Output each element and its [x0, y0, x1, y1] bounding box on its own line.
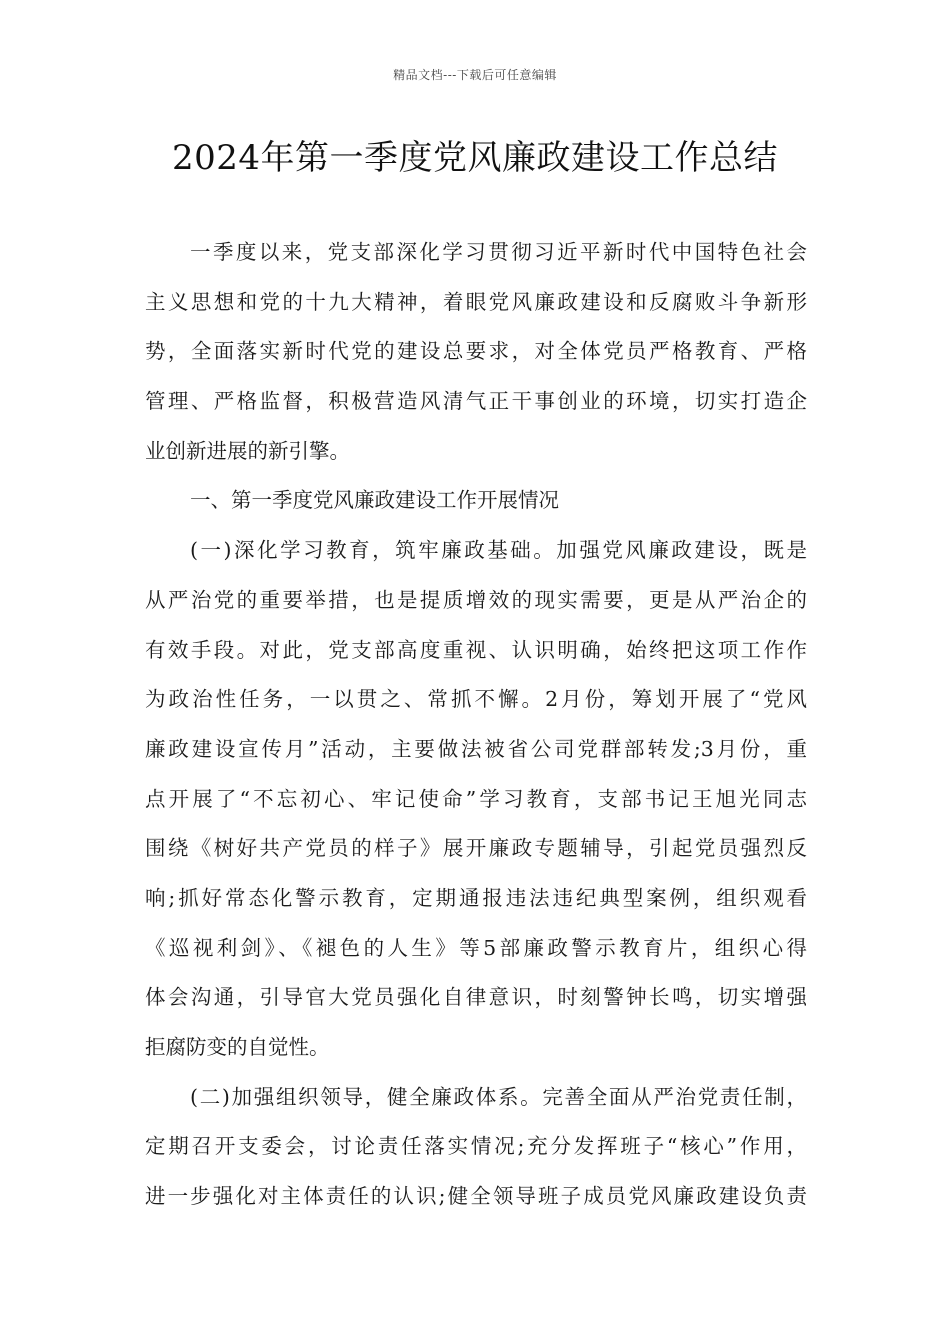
- paragraph-line: 业创新进展的新引擎。: [145, 438, 350, 463]
- document-title: 2024年第一季度党风廉政建设工作总结: [171, 138, 779, 178]
- paragraph-line: 体会沟通，引导官大党员强化自律意识，时刻警钟长鸣，切实增强: [145, 985, 807, 1010]
- paragraph-line: 一季度以来，党支部深化学习贯彻习近平新时代中国特色社会: [190, 240, 807, 264]
- paragraph-line: (二)加强组织领导，健全廉政体系。完善全面从严治党责任制，: [190, 1084, 807, 1109]
- paragraph-line: 廉政建设宣传月”活动，主要做法被省公司党群部转发;3月份，重: [145, 736, 807, 761]
- paragraph-line: 进一步强化对主体责任的认识;健全领导班子成员党风廉政建设负责: [145, 1184, 807, 1209]
- paragraph-line: 为政治性任务，一以贯之、常抓不懈。2月份，筹划开展了“党风: [145, 687, 807, 712]
- section-heading: 一、第一季度党风廉政建设工作开展情况: [190, 488, 559, 513]
- paragraph-line: 点开展了“不忘初心、牢记使命”学习教育，支部书记王旭光同志: [145, 786, 807, 811]
- page-header: 精品文档---下载后可任意编辑: [393, 68, 557, 82]
- paragraph-line: 从严治党的重要举措，也是提质增效的现实需要，更是从严治企的: [145, 587, 807, 612]
- paragraph-line: 响;抓好常态化警示教育，定期通报违法违纪典型案例，组织观看: [145, 885, 807, 910]
- paragraph-line: (一)深化学习教育，筑牢廉政基础。加强党风廉政建设，既是: [190, 538, 807, 563]
- paragraph-line: 拒腐防变的自觉性。: [145, 1035, 330, 1059]
- paragraph-line: 定期召开支委会，讨论责任落实情况;充分发挥班子“核心”作用，: [145, 1134, 807, 1159]
- paragraph-line: 围绕《树好共产党员的样子》展开廉政专题辅导，引起党员强烈反: [145, 836, 807, 861]
- paragraph-line: 《巡视利剑》、《褪色的人生》等5部廉政警示教育片，组织心得: [145, 935, 807, 960]
- paragraph-line: 主义思想和党的十九大精神，着眼党风廉政建设和反腐败斗争新形: [145, 289, 807, 314]
- paragraph-line: 有效手段。对此，党支部高度重视、认识明确，始终把这项工作作: [145, 637, 807, 662]
- paragraph-line: 势，全面落实新时代党的建设总要求，对全体党员严格教育、严格: [145, 339, 807, 364]
- document-body: [145, 228, 807, 1222]
- paragraph-line: 管理、严格监督，积极营造风清气正干事创业的环境，切实打造企: [145, 389, 807, 414]
